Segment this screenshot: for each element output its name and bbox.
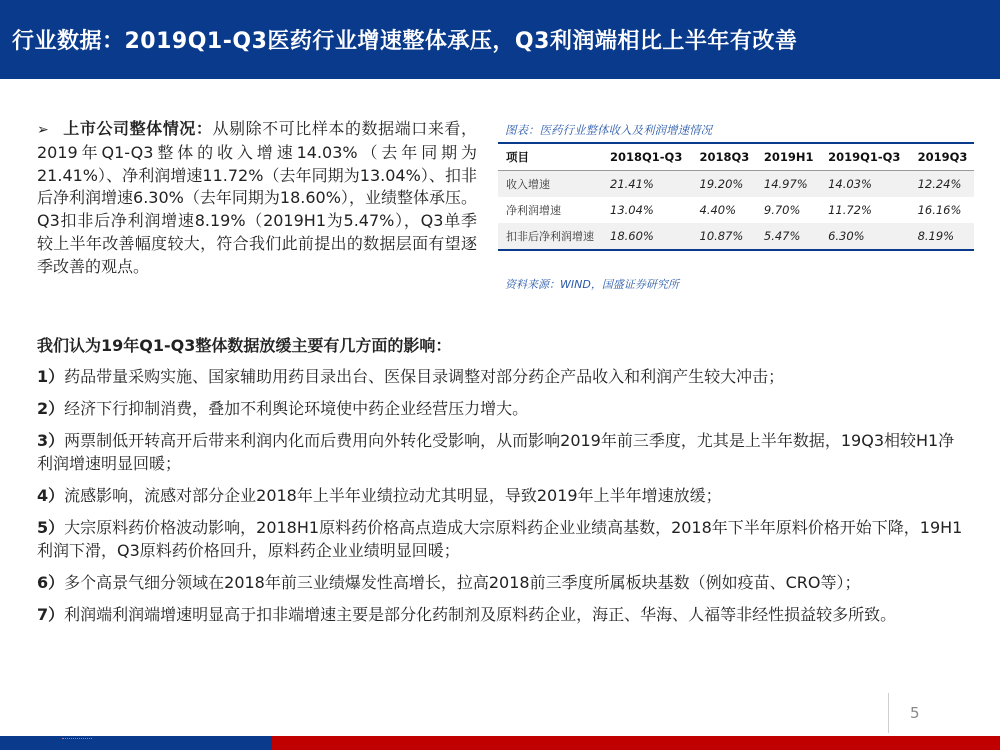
list-item <box>37 571 967 594</box>
table-cell: 14.97% <box>756 171 820 198</box>
list-item <box>37 365 967 388</box>
summary-paragraph <box>37 118 477 279</box>
column-header: 2018Q1-Q3 <box>602 144 692 171</box>
table-cell: 14.03% <box>820 171 910 198</box>
item-number: 7） <box>37 605 65 624</box>
table-cell: 6.30% <box>820 223 910 249</box>
analysis-intro: 我们认为19年Q1-Q3整体数据放缓主要有几方面的影响： <box>37 336 452 355</box>
column-header: 2019Q1-Q3 <box>820 144 910 171</box>
column-header: 2019Q3 <box>910 144 974 171</box>
column-header: 2019H1 <box>756 144 820 171</box>
list-item <box>37 603 967 626</box>
column-header: 项目 <box>498 144 602 171</box>
footer-decoration <box>62 738 92 741</box>
table-cell: 12.24% <box>910 171 974 198</box>
table-cell: 18.60% <box>602 223 692 249</box>
row-label: 收入增速 <box>498 171 602 198</box>
table-cell: 4.40% <box>699 203 737 217</box>
table-row <box>498 223 974 249</box>
list-item <box>37 484 967 507</box>
table-row <box>498 171 974 198</box>
table-cell: 8.19% <box>910 223 974 249</box>
item-number: 4） <box>37 486 65 505</box>
growth-table <box>498 142 974 251</box>
figure-title: 图表：医药行业整体收入及利润增速情况 <box>505 123 712 137</box>
header-bar <box>0 0 1000 79</box>
main-analysis <box>37 333 967 635</box>
list-item <box>37 397 967 420</box>
item-number: 1） <box>37 367 65 386</box>
list-item <box>37 516 967 562</box>
footer-blue-bar <box>0 736 272 750</box>
item-number: 5） <box>37 518 65 537</box>
item-number: 3） <box>37 431 65 450</box>
page-title: 行业数据：2019Q1-Q3医药行业增速整体承压，Q3利润端相比上半年有改善 <box>12 29 798 54</box>
figure-source: 资料来源：WIND，国盛证券研究所 <box>505 278 679 291</box>
table-cell: 11.72% <box>828 203 872 217</box>
list-item <box>37 429 967 475</box>
row-label: 净利润增速 <box>506 204 561 217</box>
page-number: 5 <box>910 704 920 722</box>
item-text: 大宗原料药价格波动影响，2018H1原料药价格高点造成大宗原料药企业业绩高基数，2018年下半年原料价格开始下降，19H1利润下滑，Q3原料药价格回升，原料药企业业绩明显回暖； <box>37 518 963 560</box>
item-number: 6） <box>37 573 65 592</box>
table-cell: 10.87% <box>692 223 756 249</box>
item-text: 多个高景气细分领域在2018年前三业绩爆发性高增长，拉高2018前三季度所属板块基数（例如疫苗、CRO等）； <box>64 573 861 592</box>
item-text: 药品带量采购实施、国家辅助用药目录出台、医保目录调整对部分药企产品收入和利润产生较大冲击； <box>64 367 785 386</box>
row-label: 扣非后净利润增速 <box>498 223 602 249</box>
summary-lead: 上市公司整体情况： <box>62 119 213 138</box>
arrow-bullet-icon: ➢ <box>37 122 49 138</box>
summary-body: 从剔除不可比样本的数据端口来看，2019年Q1-Q3整体的收入增速14.03%（去年同期为21.41%）、净利润增速11.72%（去年同期为13.04%）、扣非后净利润增速6.30%（去年同期为18.60%），业绩整体承压。Q3扣非后净利润增速8.19%（2019H1为5.47%），Q3单季较上半年改善幅度较大，符合我们此前提出的数据层面有望逐季改善的观点。 <box>37 119 477 276</box>
table-cell: 19.20% <box>692 171 756 198</box>
item-text: 利润端利润端增速明显高于扣非端增速主要是部分化药制剂及原料药企业，海正、华海、人福等非经性损益较多所致。 <box>64 605 897 624</box>
table-cell: 13.04% <box>610 203 654 217</box>
table-cell: 5.47% <box>756 223 820 249</box>
item-text: 两票制低开转高开后带来利润内化而后费用向外转化受影响，从而影响2019年前三季度，尤其是上半年数据，19Q3相较H1净利润增速明显回暖； <box>37 431 955 473</box>
footer-red-bar <box>272 736 1000 750</box>
table-header-row <box>498 144 974 171</box>
item-text: 经济下行抑制消费，叠加不利舆论环境使中药企业经营压力增大。 <box>64 399 529 418</box>
item-text: 流感影响，流感对部分企业2018年上半年业绩拉动尤其明显，导致2019年上半年增速放缓； <box>64 486 722 505</box>
table-cell: 21.41% <box>602 171 692 198</box>
item-number: 2） <box>37 399 65 418</box>
table-cell: 16.16% <box>917 203 962 217</box>
table-row <box>498 197 974 223</box>
table-cell: 9.70% <box>763 203 801 217</box>
column-header: 2018Q3 <box>692 144 756 171</box>
footer-divider <box>888 693 889 733</box>
